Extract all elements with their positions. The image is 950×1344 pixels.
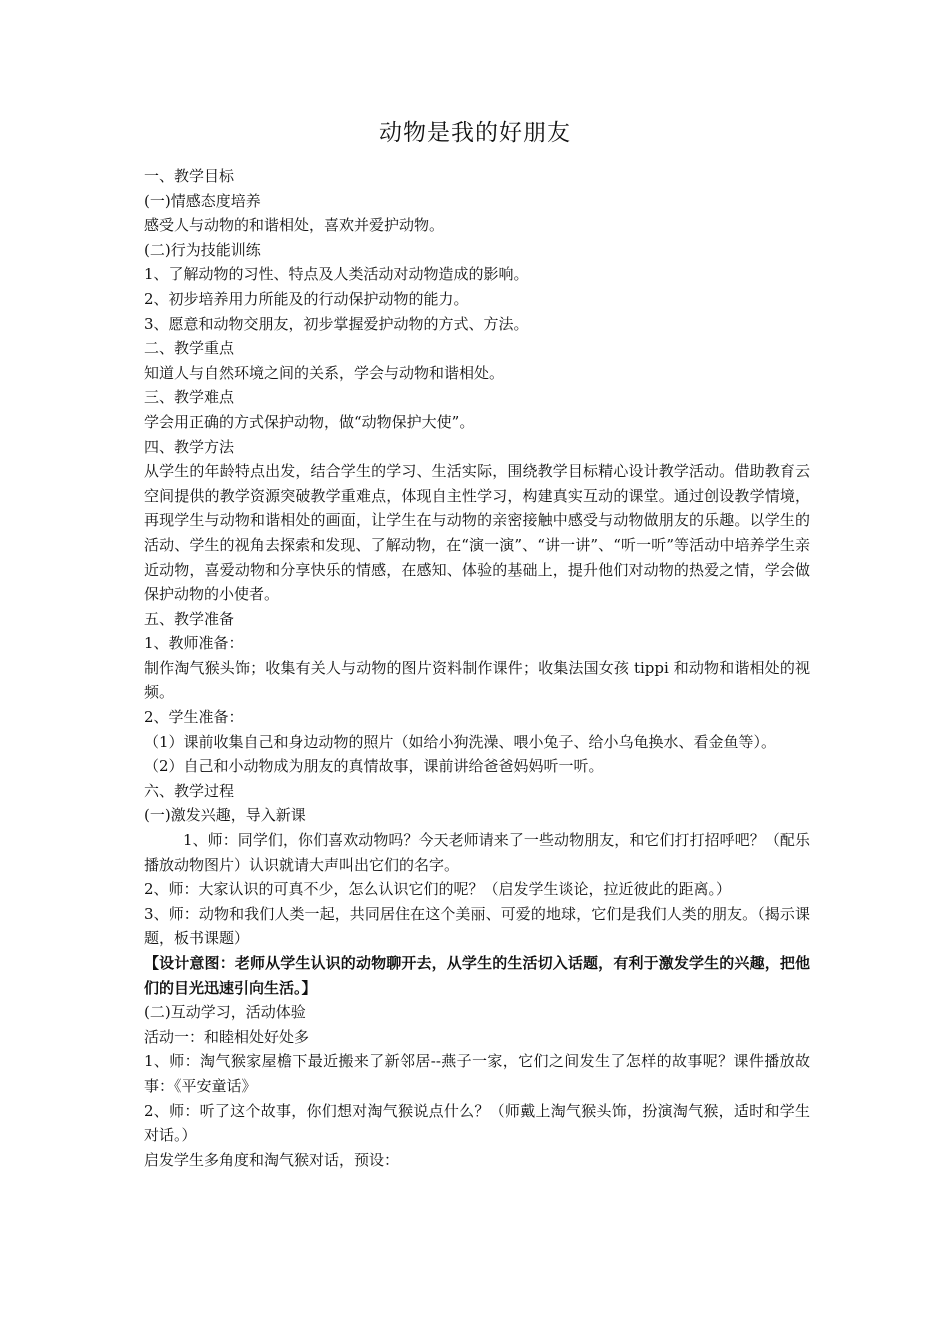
- section-heading-key-points: 二、教学重点: [144, 339, 235, 358]
- subheading-skills: (二)行为技能训练: [144, 240, 261, 259]
- document-title: 动物是我的好朋友: [379, 120, 571, 146]
- subheading-emotion: (一)情感态度培养: [144, 191, 261, 210]
- section-heading-difficulties: 三、教学难点: [144, 388, 235, 407]
- list-item: 1、了解动物的习性、特点及人类活动对动物造成的影响。: [144, 265, 529, 284]
- paragraph: 启发学生多角度和淘气猴对话，预设：: [144, 1150, 400, 1169]
- list-item: 2、师：大家认识的可真不少，怎么认识它们的呢？（启发学生谈论，拉近彼此的距离。）: [144, 880, 732, 899]
- subheading-interactive: (二)互动学习，活动体验: [144, 1003, 306, 1022]
- list-item: 1、师：淘气猴家屋檐下最近搬来了新邻居--燕子一家，它们之间发生了怎样的故事呢？课件播放故事：《平安童话》: [144, 1052, 810, 1095]
- list-item: 3、师：动物和我们人类一起，共同居住在这个美丽、可爱的地球，它们是我们人类的朋友。（揭示课题，板书课题）: [144, 904, 810, 948]
- activity-heading: 活动一：和睦相处好处多: [144, 1027, 310, 1046]
- paragraph-methods: 从学生的年龄特点出发，结合学生的学习、生活实际，围绕教学目标精心设计教学活动。借助教育云空间提供的教学资源突破教学重难点，体现自主性学习，构建真实互动的课堂。通过创设教学情境，再现学生与动物和谐相处的画面，让学生在与动物的亲密接触中感受与动物做朋友的乐趣。以学生的活动、学生的视角去探索和发现、了解动物，在“演一演”、“讲一讲”、“听一听”等活动中培养学生亲近动物，喜爱动物和分享快乐的情感，在感知、体验的基础上，提升他们对动物的热爱之情，学会做保护动物的小使者。: [144, 462, 810, 604]
- paragraph: 知道人与自然环境之间的关系，学会与动物和谐相处。: [144, 363, 505, 382]
- document-body: [144, 164, 810, 1172]
- paragraph: 感受人与动物的和谐相处，喜欢并爱护动物。: [144, 216, 445, 235]
- subheading-teacher-prep: 1、教师准备：: [144, 634, 244, 653]
- subheading-student-prep: 2、学生准备：: [144, 708, 244, 727]
- list-item: 2、初步培养用力所能及的行动保护动物的能力。: [144, 289, 469, 308]
- subheading-intro: (一)激发兴趣，导入新课: [144, 806, 306, 825]
- section-heading-methods: 四、教学方法: [144, 437, 235, 456]
- paragraph: 学会用正确的方式保护动物，做“动物保护大使”。: [144, 412, 475, 431]
- list-item: 1、师：同学们，你们喜欢动物吗？今天老师请来了一些动物朋友，和它们打打招呼吧？（配乐播放动物图片）认识就请大声叫出它们的名字。: [144, 831, 810, 874]
- section-heading-objectives: 一、教学目标: [144, 167, 235, 185]
- section-heading-process: 六、教学过程: [144, 781, 235, 800]
- section-heading-preparation: 五、教学准备: [144, 609, 235, 628]
- list-item: 2、师：听了这个故事，你们想对淘气猴说点什么？（师戴上淘气猴头饰，扮演淘气猴，适时和学生对话。）: [144, 1101, 810, 1145]
- list-item: （1）课前收集自己和身边动物的照片（如给小狗洗澡、喂小兔子、给小乌龟换水、看金鱼等）。: [144, 732, 777, 751]
- design-intent-note: 【设计意图：老师从学生认识的动物聊开去，从学生的生活切入话题，有利于激发学生的兴趣，把他们的目光迅速引向生活。】: [144, 954, 810, 997]
- list-item: （2）自己和小动物成为朋友的真情故事，课前讲给爸爸妈妈听一听。: [144, 757, 604, 776]
- paragraph: 制作淘气猴头饰；收集有关人与动物的图片资料制作课件；收集法国女孩 tippi 和动物和谐相处的视频。: [144, 658, 810, 702]
- list-item: 3、愿意和动物交朋友，初步掌握爱护动物的方式、方法。: [144, 314, 529, 333]
